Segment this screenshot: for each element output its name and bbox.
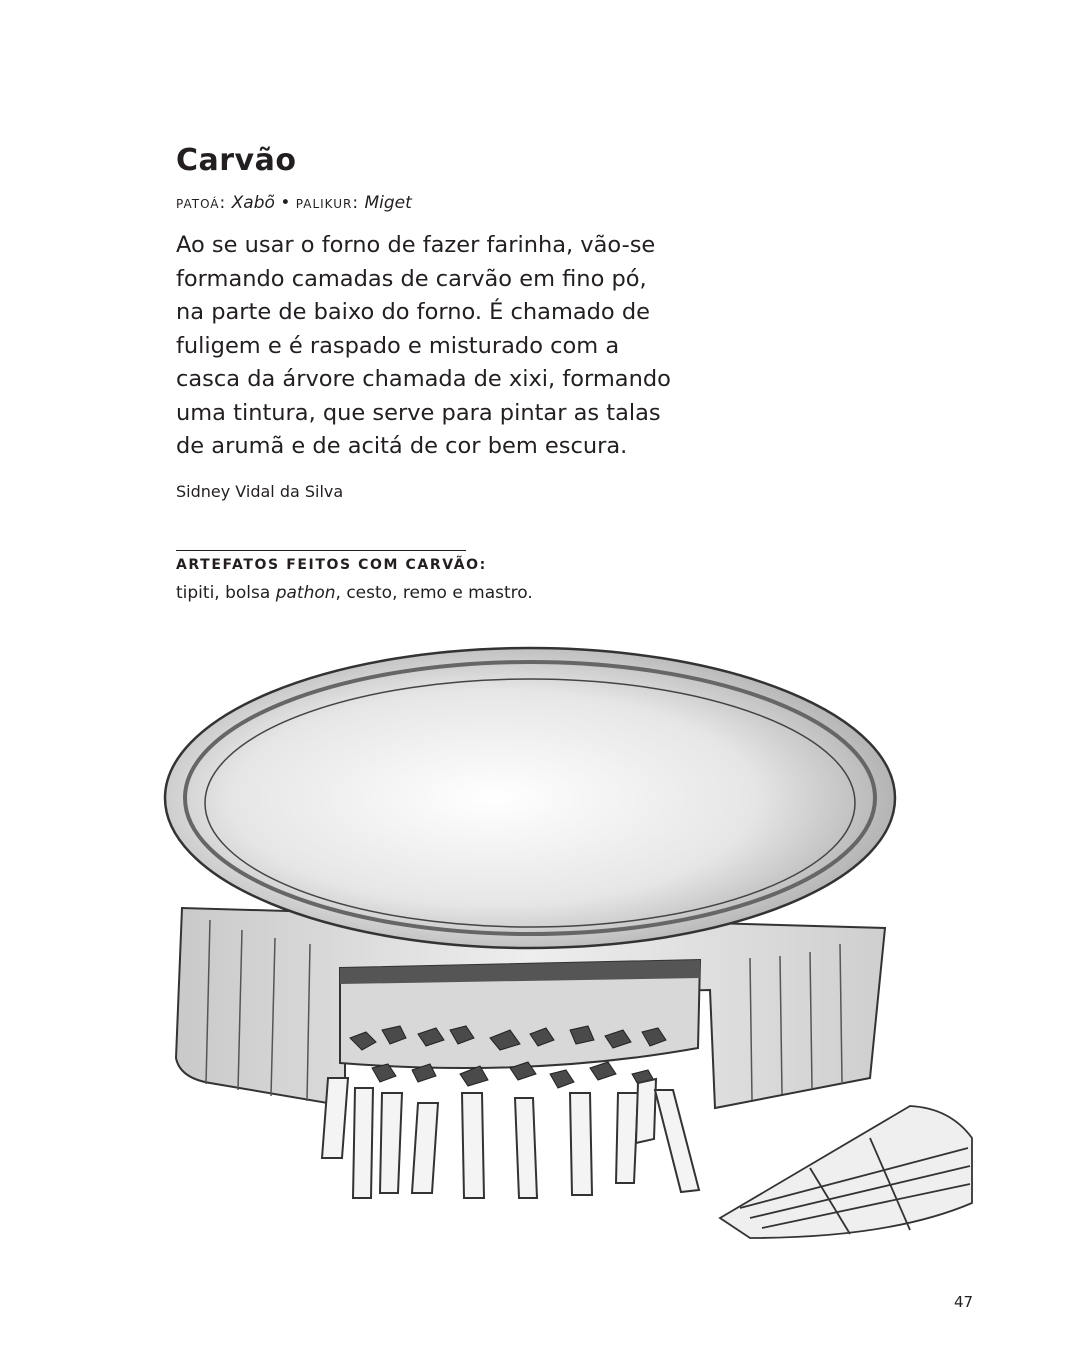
- flour-oven-illustration: [150, 638, 980, 1248]
- woven-tray: [720, 1106, 972, 1238]
- page-number: 47: [954, 1293, 974, 1311]
- oven-plate: [165, 648, 895, 948]
- entry-author: Sidney Vidal da Silva: [176, 482, 344, 501]
- body-line: casca da árvore chamada de xixi, formando: [176, 366, 671, 392]
- body-line: na parte de baixo do forno. É chamado de: [176, 299, 650, 325]
- body-line: uma tintura, que serve para pintar as talas: [176, 399, 661, 426]
- entry-body: [176, 229, 671, 464]
- palikur-word: Miget: [364, 193, 412, 213]
- section-divider: [176, 550, 466, 551]
- palikur-label: palikur:: [295, 193, 360, 213]
- entry-translations: [176, 193, 412, 213]
- artifacts-list-italic: pathon: [275, 583, 336, 603]
- body-line: fuligem e é raspado e misturado com a: [176, 332, 620, 359]
- wood-sticks: [322, 1078, 699, 1198]
- artifacts-list: [176, 583, 533, 603]
- artifacts-list-start: tipiti, bolsa: [176, 583, 276, 603]
- patoa-word: Xabõ: [231, 193, 275, 213]
- body-line: formando camadas de carvão em fino pó,: [176, 265, 647, 292]
- entry-title: Carvão: [176, 143, 297, 178]
- body-line: Ao se usar o forno de fazer farinha, vão-se: [176, 232, 656, 258]
- artifacts-heading: ARTEFATOS FEITOS COM CARVÃO:: [176, 557, 487, 573]
- separator-bullet: •: [280, 193, 291, 213]
- patoa-label: patoá:: [176, 193, 227, 213]
- body-line: de arumã e de acitá de cor bem escura.: [176, 433, 628, 459]
- artifacts-list-end: , cesto, remo e mastro.: [335, 583, 533, 603]
